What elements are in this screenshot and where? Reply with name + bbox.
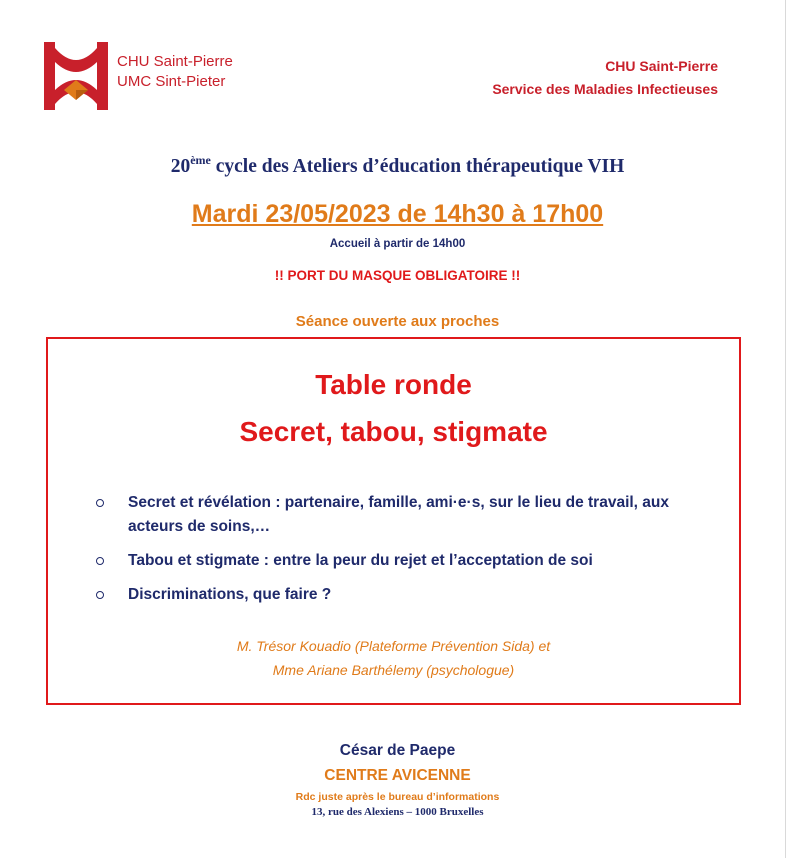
chu-logo-icon [44,42,108,110]
page-edge-rule [785,0,786,858]
cycle-superscript: ème [190,153,211,167]
venue-name: César de Paepe [339,742,456,759]
welcome-time: Accueil à partir de 14h00 [329,238,466,250]
topic-subtitle: Secret, tabou, stigmate [239,416,548,447]
topic-bullet [94,549,694,573]
cycle-number: 20 [170,156,191,177]
circle-bullet-icon [96,557,104,565]
hospital-logo-text [117,52,233,92]
open-session-note: Séance ouverte aux proches [295,313,500,330]
topic-bullet-list [94,491,694,617]
speaker-line-2: Mme Ariane Barthélemy (psychologue) [272,662,515,678]
cycle-title [0,153,795,178]
venue-centre: CENTRE AVICENNE [324,767,471,784]
service-department: Service des Maladies Infectieuses [492,81,718,97]
topic-box [46,337,741,705]
venue-location-note: Rdc juste après le bureau d’informations [295,791,500,803]
circle-bullet-icon [96,499,104,507]
mask-notice: !! PORT DU MASQUE OBLIGATOIRE !! [274,268,521,283]
topic-bullet [94,491,694,539]
service-header [492,55,718,101]
speakers [48,634,739,682]
bullet-text: Tabou et stigmate : entre la peur du rejet et l’acceptation de soi [128,552,593,569]
service-hospital: CHU Saint-Pierre [605,58,718,74]
event-date: Mardi 23/05/2023 de 14h30 à 17h00 [191,200,604,228]
topic-title: Table ronde [315,369,472,400]
logo-line-1: CHU Saint-Pierre [117,53,233,70]
topic-bullet [94,583,694,607]
bullet-text: Secret et révélation : partenaire, famille, ami·e·s, sur le lieu de travail, aux acteurs de soins,… [128,494,670,535]
cycle-text: cycle des Ateliers d’éducation thérapeutique VIH [210,156,625,177]
speaker-line-1: M. Trésor Kouadio (Plateforme Prévention Sida) et [236,638,551,654]
bullet-text: Discriminations, que faire ? [128,586,332,603]
venue-address: 13, rue des Alexiens – 1000 Bruxelles [311,806,484,818]
logo-line-2: UMC Sint-Pieter [117,73,226,90]
circle-bullet-icon [96,591,104,599]
